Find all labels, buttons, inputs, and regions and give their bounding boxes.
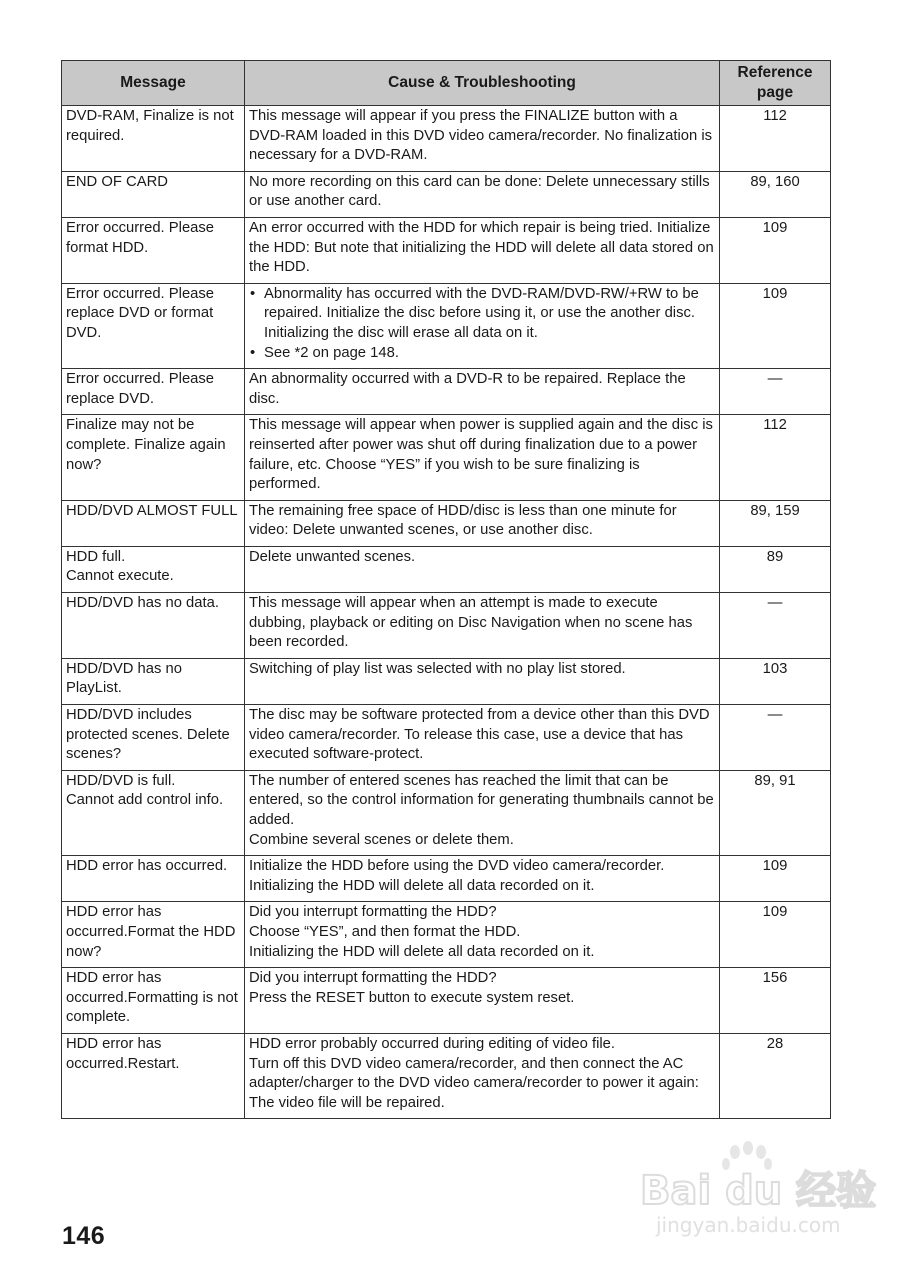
cause-line: This message will appear if you press the FINALIZE button with a DVD-RAM loaded in this DVD video camera/recorder. No finalization is necessary for a DVD-RAM.: [249, 108, 713, 164]
cause-line: The number of entered scenes has reached the limit that can be entered, so the control information for generating thumbnails cannot be added.: [249, 772, 714, 828]
message-line: Cannot execute.: [66, 568, 174, 585]
table-row: [62, 283, 831, 368]
reference-page-cell: 28: [720, 1033, 831, 1118]
message-cell: HDD/DVD has no data.: [62, 593, 245, 659]
message-cell: Error occurred. Please format HDD.: [62, 217, 245, 283]
message-cell: [62, 770, 245, 855]
cause-line: Initialize the HDD before using the DVD video camera/recorder. Initializing the HDD will delete all data recorded on it.: [249, 858, 665, 894]
cause-cell: [245, 1033, 720, 1118]
cause-cell: [245, 283, 720, 368]
baidu-jingyan-watermark: [640, 1140, 877, 1240]
reference-page-cell: 109: [720, 902, 831, 968]
reference-page-cell: 109: [720, 856, 831, 902]
cause-line: HDD error probably occurred during editing of video file.: [249, 1035, 615, 1052]
reference-page-cell: 89, 160: [720, 171, 831, 217]
cause-line: An abnormality occurred with a DVD-R to be repaired. Replace the disc.: [249, 371, 686, 407]
message-cell: HDD error has occurred.Formatting is not complete.: [62, 968, 245, 1034]
cause-bullet-list: [249, 285, 715, 363]
cause-cell: [245, 902, 720, 968]
table-row: [62, 171, 831, 217]
cause-line: Combine several scenes or delete them.: [249, 831, 514, 848]
cause-line: Choose “YES”, and then format the HDD.: [249, 923, 521, 940]
header-cause: Cause & Troubleshooting: [245, 61, 720, 106]
reference-page-cell: 109: [720, 283, 831, 368]
cause-line: Turn off this DVD video camera/recorder, and then connect the AC adapter/charger to the DVD video camera/recorder to power it again: The video file will be repaired.: [249, 1055, 699, 1111]
cause-line: Did you interrupt formatting the HDD?: [249, 970, 497, 987]
message-cell: Error occurred. Please replace DVD or format DVD.: [62, 283, 245, 368]
cause-line: This message will appear when an attempt is made to execute dubbing, playback or editing on Disc Navigation when no scene has been recorded.: [249, 595, 693, 651]
cause-cell: [245, 171, 720, 217]
table-header-row: [62, 61, 831, 106]
cause-cell: [245, 500, 720, 546]
message-cell: HDD/DVD includes protected scenes. Delete scenes?: [62, 705, 245, 771]
message-cell: HDD/DVD ALMOST FULL: [62, 500, 245, 546]
paw-logo-icon: [722, 1141, 772, 1170]
cause-line: Did you interrupt formatting the HDD?: [249, 904, 497, 921]
cause-line: No more recording on this card can be done: Delete unnecessary stills or use another card.: [249, 173, 710, 210]
message-cell: [62, 546, 245, 592]
watermark-url: jingyan.baidu.com: [656, 1213, 841, 1237]
reference-page-cell: 156: [720, 968, 831, 1034]
message-cell: HDD error has occurred.Format the HDD now?: [62, 902, 245, 968]
reference-page-cell: —: [720, 369, 831, 415]
cause-cell: [245, 968, 720, 1034]
message-cell: HDD error has occurred.Restart.: [62, 1033, 245, 1118]
cause-cell: [245, 593, 720, 659]
reference-page-cell: 109: [720, 217, 831, 283]
reference-page-cell: 103: [720, 658, 831, 704]
table-row: [62, 1033, 831, 1118]
cause-cell: [245, 856, 720, 902]
cause-line: Press the RESET button to execute system reset.: [249, 989, 575, 1006]
message-cell: END OF CARD: [62, 171, 245, 217]
cause-line: An error occurred with the HDD for which repair is being tried. Initialize the HDD: But note that initializing the HDD will delete all data stored on the HDD.: [249, 219, 714, 276]
cause-cell: [245, 369, 720, 415]
cause-cell: [245, 770, 720, 855]
reference-page-cell: —: [720, 593, 831, 659]
cause-line: Switching of play list was selected with no play list stored.: [249, 660, 626, 677]
table-row: [62, 546, 831, 592]
cause-line: Delete unwanted scenes.: [249, 548, 416, 565]
cause-line: This message will appear when power is supplied again and the disc is reinserted after power was shut off during finalization due to a power failure, etc. Choose “YES” if you wish to be sure finalizing is performed.: [249, 417, 713, 493]
cause-cell: [245, 415, 720, 500]
cause-cell: [245, 658, 720, 704]
cause-line: The remaining free space of HDD/disc is less than one minute for video: Delete unwanted scenes, or use another disc.: [249, 502, 677, 539]
message-line: HDD/DVD is full.: [66, 772, 176, 789]
message-cell: HDD/DVD has no PlayList.: [62, 658, 245, 704]
message-line: HDD full.: [66, 548, 126, 565]
reference-page-cell: —: [720, 705, 831, 771]
cause-line: Initializing the HDD will delete all data recorded on it.: [249, 943, 595, 960]
cause-cell: [245, 217, 720, 283]
cause-bullet-item: • See *2 on page 148.: [249, 344, 715, 364]
cause-line: The disc may be software protected from a device other than this DVD video camera/recorder. To release this case, use a device that has executed software-protect.: [249, 707, 710, 763]
message-cell: Error occurred. Please replace DVD.: [62, 369, 245, 415]
cause-cell: [245, 106, 720, 172]
table-row: [62, 658, 831, 704]
message-line: Cannot add control info.: [66, 792, 224, 809]
table-row: [62, 217, 831, 283]
reference-page-cell: 112: [720, 106, 831, 172]
header-reference: Reference page: [720, 61, 831, 106]
message-cell: DVD-RAM, Finalize is not required.: [62, 106, 245, 172]
watermark-brand: Bai du 经验: [640, 1168, 877, 1214]
table-row: [62, 415, 831, 500]
header-message: Message: [62, 61, 245, 106]
table-row: [62, 106, 831, 172]
message-cell: HDD error has occurred.: [62, 856, 245, 902]
message-cell: Finalize may not be complete. Finalize again now?: [62, 415, 245, 500]
message-table: [61, 60, 831, 1119]
cause-cell: [245, 546, 720, 592]
table-row: [62, 902, 831, 968]
table-row: [62, 705, 831, 771]
cause-bullet-item: • Abnormality has occurred with the DVD-RAM/DVD-RW/+RW to be repaired. Initialize the disc before using it, or use the another disc. Initializing the disc will erase all data on it.: [249, 285, 715, 344]
cause-cell: [245, 705, 720, 771]
reference-page-cell: 89, 159: [720, 500, 831, 546]
table-row: [62, 369, 831, 415]
table-row: [62, 593, 831, 659]
reference-page-cell: 112: [720, 415, 831, 500]
table-row: [62, 770, 831, 855]
table-row: [62, 856, 831, 902]
reference-page-cell: 89, 91: [720, 770, 831, 855]
reference-page-cell: 89: [720, 546, 831, 592]
table-row: [62, 968, 831, 1034]
table-row: [62, 500, 831, 546]
page-number: 146: [62, 1222, 106, 1250]
